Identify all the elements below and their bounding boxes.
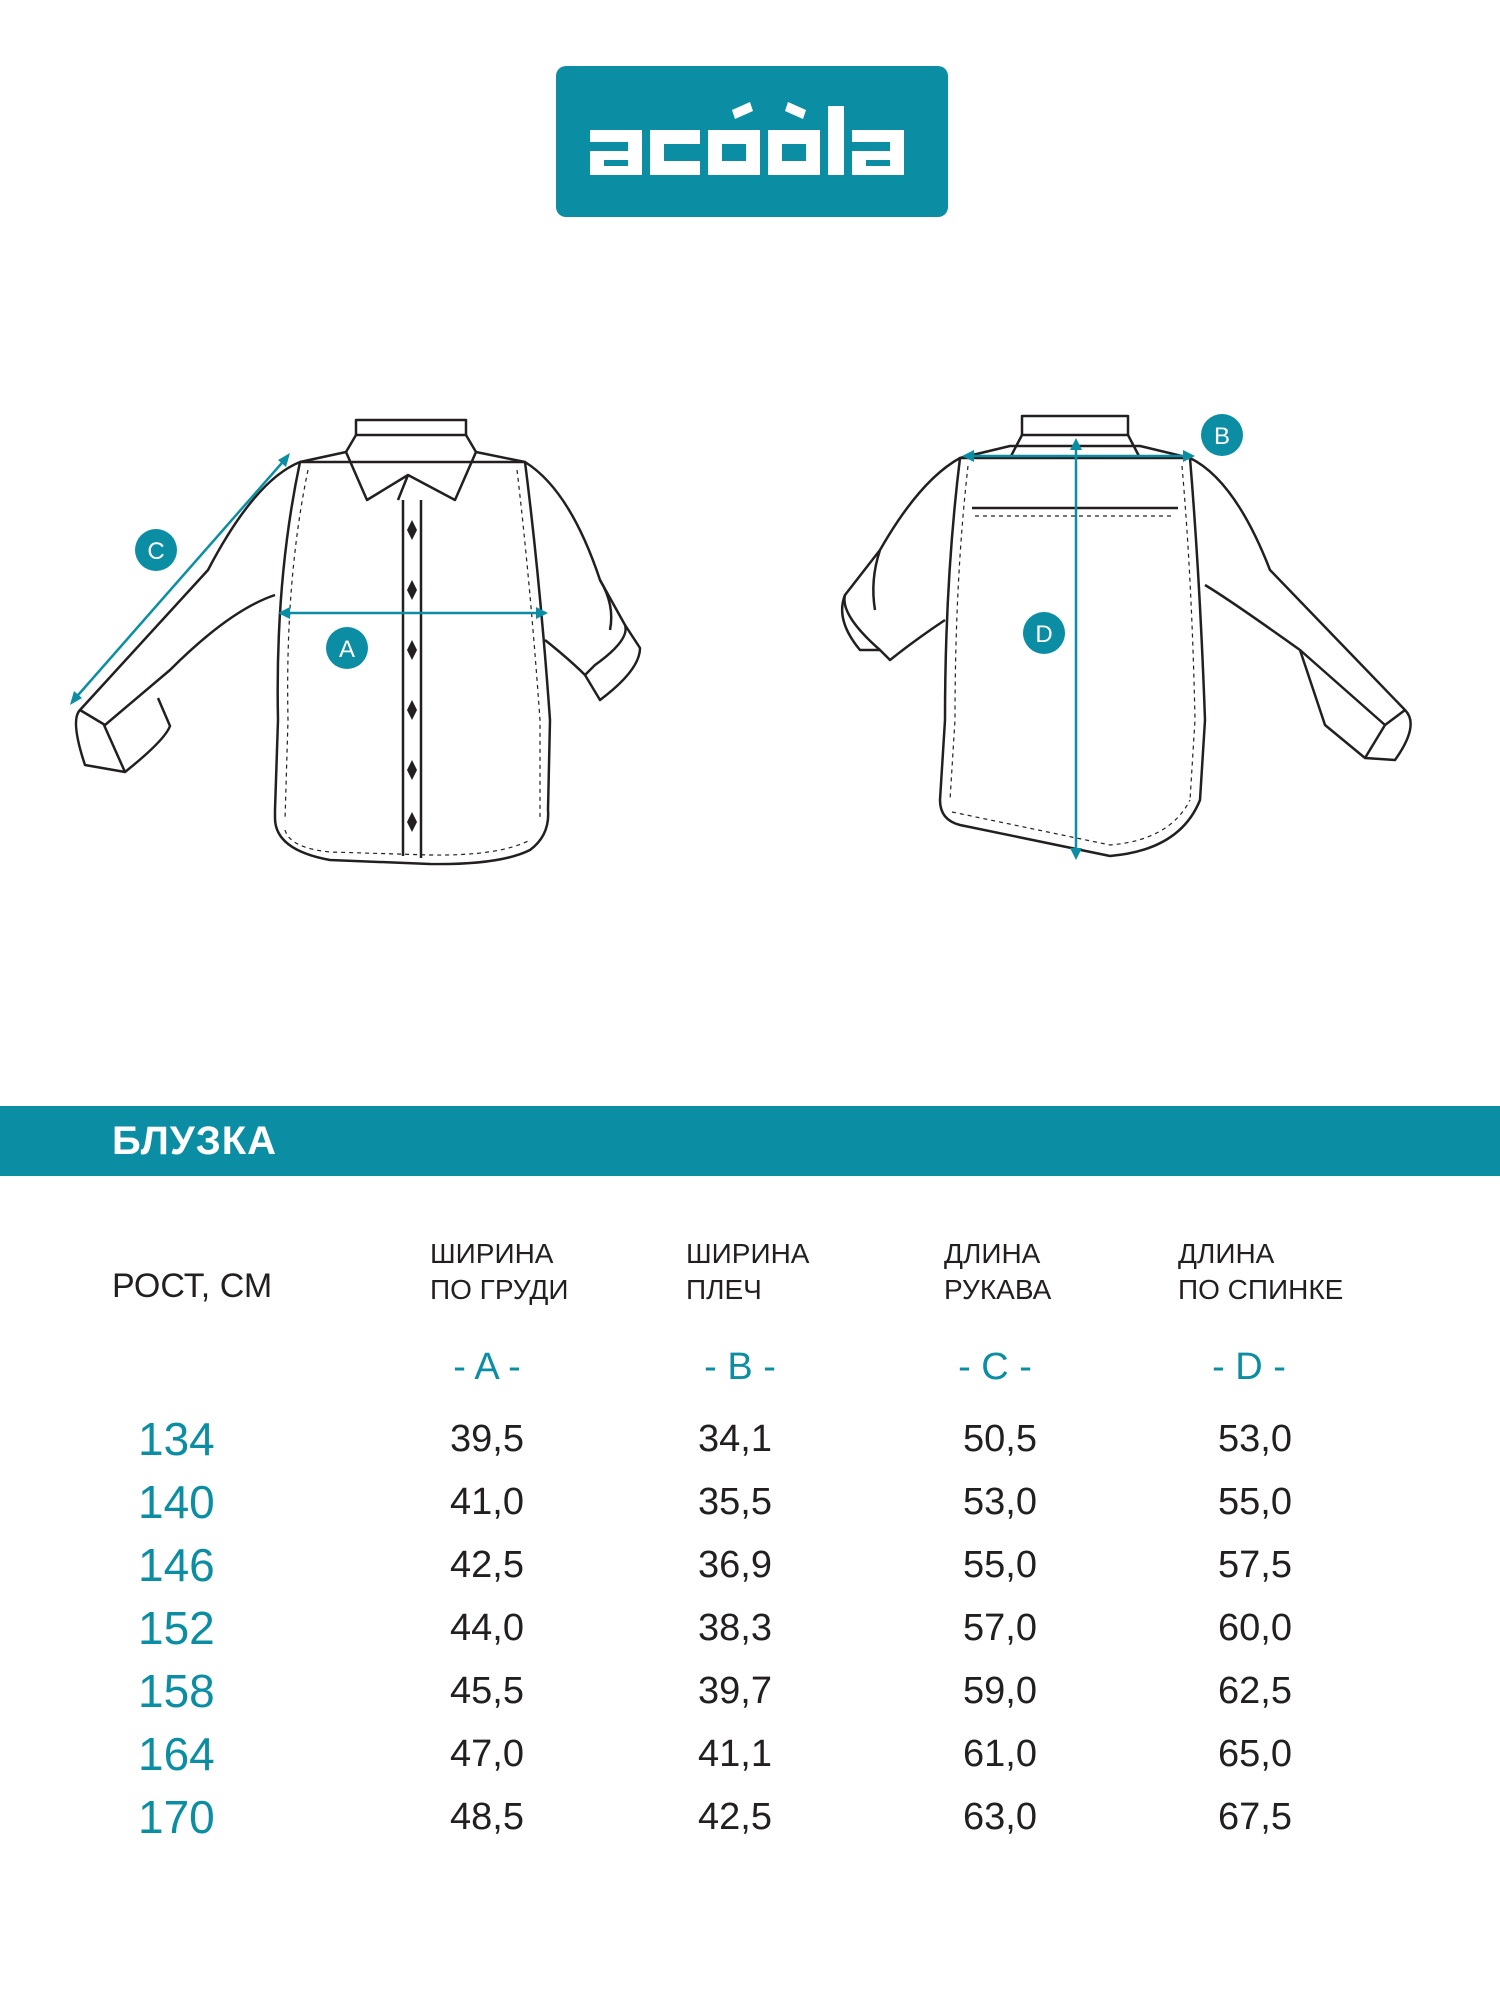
- column-letter-b: - B -: [704, 1346, 776, 1388]
- product-title: БЛУЗКА: [112, 1119, 278, 1163]
- measurement-cell-b: 36,9: [698, 1544, 772, 1586]
- height-cell: 134: [138, 1413, 215, 1465]
- table-row: [0, 1471, 1500, 1534]
- table-row: [0, 1786, 1500, 1849]
- measurement-cell-d: 67,5: [1218, 1796, 1292, 1838]
- height-cell: 140: [138, 1476, 215, 1528]
- placket-buttons: [407, 520, 417, 832]
- measurement-cell-d: 65,0: [1218, 1733, 1292, 1775]
- measurement-cell-d: 60,0: [1218, 1607, 1292, 1649]
- table-row: [0, 1408, 1500, 1471]
- measurement-cell-d: 53,0: [1218, 1418, 1292, 1460]
- garment-illustrations: [0, 380, 1500, 880]
- measurement-cell-a: 44,0: [450, 1607, 524, 1649]
- marker-a-label: A: [338, 636, 356, 663]
- measurement-cell-d: 62,5: [1218, 1670, 1292, 1712]
- marker-b: [1201, 414, 1243, 456]
- marker-a: [326, 627, 368, 669]
- measurement-cell-c: 63,0: [963, 1796, 1037, 1838]
- measurement-cell-b: 41,1: [698, 1733, 772, 1775]
- measure-line-a: [278, 607, 548, 619]
- height-cell: 158: [138, 1665, 215, 1717]
- marker-c: [135, 529, 177, 571]
- marker-d-label: D: [1035, 621, 1053, 648]
- column-letter-a: - A -: [453, 1346, 521, 1388]
- measurement-cell-b: 35,5: [698, 1481, 772, 1523]
- measurement-cell-c: 57,0: [963, 1607, 1037, 1649]
- back-stitching: [950, 466, 1195, 845]
- measurement-cell-d: 57,5: [1218, 1544, 1292, 1586]
- measurement-cell-b: 39,7: [698, 1670, 772, 1712]
- table-row: [0, 1534, 1500, 1597]
- measurement-cell-a: 41,0: [450, 1481, 524, 1523]
- column-letter-d: - D -: [1212, 1346, 1286, 1388]
- measurement-cell-b: 42,5: [698, 1796, 772, 1838]
- title-band: [0, 1106, 1500, 1176]
- measurement-cell-d: 55,0: [1218, 1481, 1292, 1523]
- column-header-b: ШИРИНА ПЛЕЧ: [686, 1238, 810, 1305]
- measurement-cell-a: 39,5: [450, 1418, 524, 1460]
- marker-c-label: C: [147, 538, 165, 565]
- measurement-cell-a: 45,5: [450, 1670, 524, 1712]
- marker-d: [1023, 612, 1065, 654]
- measure-line-c: [70, 453, 290, 705]
- height-column-header: РОСТ, СМ: [112, 1267, 273, 1305]
- height-cell: 146: [138, 1539, 215, 1591]
- measurement-cell-c: 53,0: [963, 1481, 1037, 1523]
- column-header-c: ДЛИНА РУКАВА: [944, 1238, 1052, 1305]
- column-header-a: ШИРИНА ПО ГРУДИ: [430, 1238, 569, 1305]
- measurement-cell-a: 47,0: [450, 1733, 524, 1775]
- table-row: [0, 1660, 1500, 1723]
- column-letter-c: - C -: [958, 1346, 1032, 1388]
- measurement-cell-b: 38,3: [698, 1607, 772, 1649]
- column-header-d: ДЛИНА ПО СПИНКЕ: [1178, 1238, 1344, 1305]
- measurement-cell-a: 42,5: [450, 1544, 524, 1586]
- table-row: [0, 1597, 1500, 1660]
- measurement-cell-b: 34,1: [698, 1418, 772, 1460]
- height-cell: 170: [138, 1791, 215, 1843]
- measure-line-d: [1070, 438, 1082, 860]
- measurement-cell-a: 48,5: [450, 1796, 524, 1838]
- height-cell: 152: [138, 1602, 215, 1654]
- measurement-cell-c: 50,5: [963, 1418, 1037, 1460]
- marker-b-label: B: [1213, 423, 1231, 450]
- measurement-cell-c: 55,0: [963, 1544, 1037, 1586]
- height-cell: 164: [138, 1728, 215, 1780]
- shirt-back-drawing: [842, 416, 1410, 856]
- measurement-cell-c: 61,0: [963, 1733, 1037, 1775]
- table-row: [0, 1723, 1500, 1786]
- logo-wordmark: [556, 66, 948, 217]
- brand-logo: [556, 66, 948, 217]
- measurement-cell-c: 59,0: [963, 1670, 1037, 1712]
